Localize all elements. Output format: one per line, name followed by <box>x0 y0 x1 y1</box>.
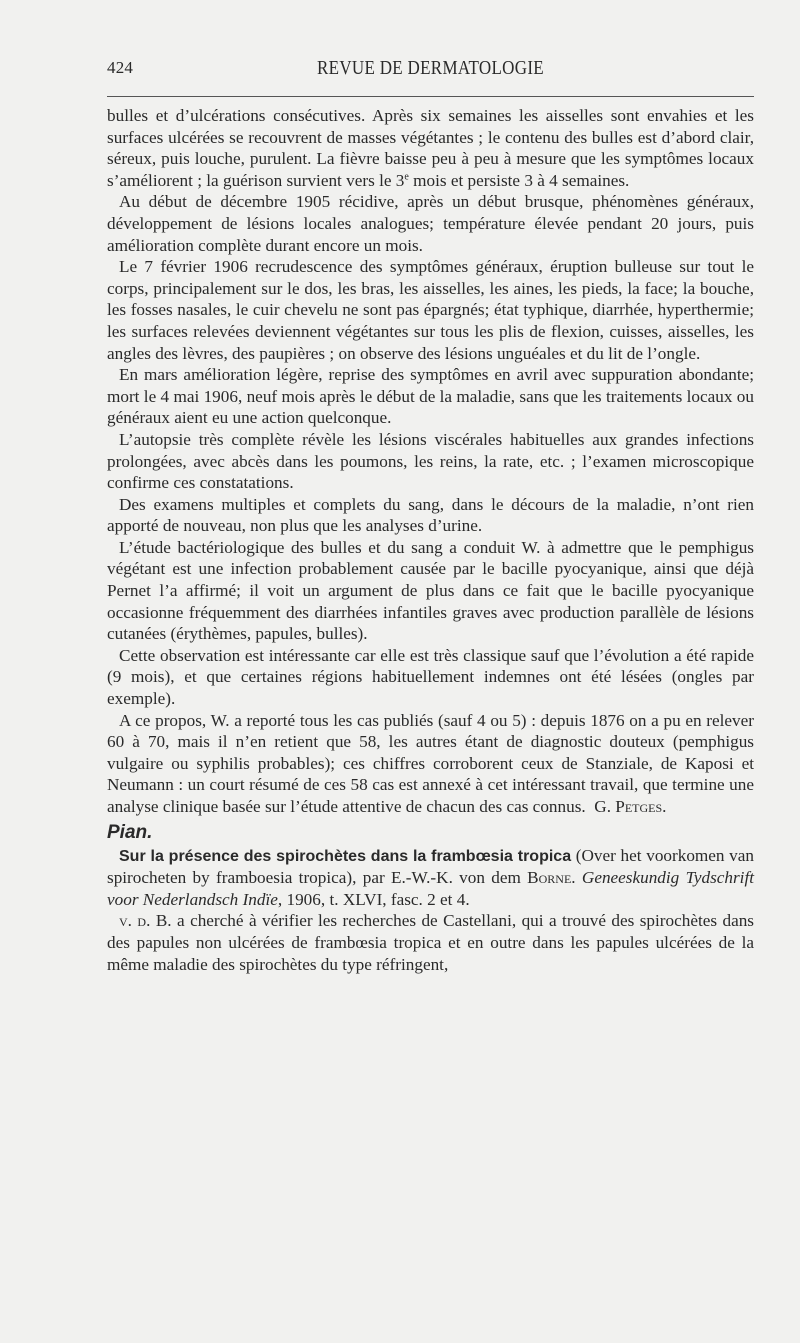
article-citation: Sur la présence des spirochètes dans la frambœsia tropica (Over het voorkomen van spirocheten by framboesia tropica), par E.-W.-K. von dem Borne. Geneeskundig Tydschrift voor Nederlandsch Indïe, 1906, t. XLVI, fasc. 2 et 4. <box>107 845 755 909</box>
article-summary: v. d. B. a cherché à vérifier les recherches de Castellani, qui a trouvé des spirochètes dans des papules non ulcérées de frambœsia tropica et en outre dans les papules ulcérées de la même maladie des spirochètes du type réfringent, <box>107 911 754 974</box>
paragraph: Cette observation est intéressante car elle est très classique sauf que l’évolution a été rapide (9 mois), et que certaines régions habituellement indemnes ont été lésées (ongles par exemple). <box>107 645 754 709</box>
author-abbrev: v. d. <box>119 911 151 931</box>
journal-name: Geneeskundig Tydschrift voor Nederlandsch Indïe <box>107 868 755 909</box>
document-page <box>107 58 754 975</box>
paragraph-continued: bulles et d’ulcérations consécutives. Après six semaines les aisselles sont envahies et les surfaces ulcérées se recouvrent de masses végétantes ; le contenu des bulles est d’abord clair, séreux, puis louche, purulent. La fièvre baisse peu à peu à mesure que les symptômes locaux s’améliorent ; la guérison survient vers le 3e mois et persiste 3 à 4 semaines. <box>107 106 754 190</box>
paragraph: Au début de décembre 1905 récidive, après un début brusque, phénomènes généraux, développement de lésions locales analogues; température élevée pendant 20 jours, puis amélioration complète durant encore un mois. <box>107 192 754 255</box>
paragraph: L’autopsie très complète révèle les lésions viscérales habituelles aux grandes infections prolongées, avec abcès dans les poumons, les reins, la rate, etc. ; l’examen microscopique confirme ces constatations. <box>107 429 754 493</box>
paragraph: L’étude bactériologique des bulles et du sang a conduit W. à admettre que le pemphigus végétant est une infection probablement causée par le bacille pyocyanique, ainsi que déjà Pernet l’a affirmé; il voit un argument de plus dans ce fait que le bacille pyocyanique occasionne fréquemment des diarrhées infantiles graves avec production parallèle de lésions cutanées (érythèmes, papules, bulles). <box>107 537 754 644</box>
paragraph-with-signature: A ce propos, W. a reporté tous les cas publiés (sauf 4 ou 5) : depuis 1876 on a pu en relever 60 à 70, mais il n’en retient que 58, les autres étant de diagnostic douteux (pemphigus vulgaire ou syphilis probables); ces chiffres corroborent ceux de Stanziale, de Kaposi et Neumann : un court résumé de ces 58 cas est annexé à cet intéressant travail, que termine une analyse clinique basée sur l’étude attentive de chacun des cas connus. G. Petges. <box>107 710 754 816</box>
body-text <box>107 105 754 975</box>
running-header <box>107 58 754 84</box>
page-number: 424 <box>107 58 134 77</box>
section-heading: Pian. <box>107 821 153 843</box>
paragraph: Le 7 février 1906 recrudescence des symptômes généraux, éruption bulleuse sur tout le corps, principalement sur le dos, les bras, les aisselles, les aines, les pieds, la face; la bouche, les fosses nasales, le cuir chevelu ne sont pas épargnés; état typhique, diarrhée, hyperthermie; les surfaces relevées deviennent végétantes sur tous les plis de flexion, cuisses, aisselles, les angles des lèvres, des paupières ; on observe des lésions unguéales et du lit de l’ongle. <box>107 257 754 363</box>
header-rule <box>107 96 754 97</box>
article-title: Sur la présence des spirochètes dans la frambœsia tropica <box>119 847 572 865</box>
superscript-e: e <box>404 171 409 183</box>
author-surname: Borne <box>527 868 572 888</box>
paragraph: En mars amélioration légère, reprise des symptômes en avril avec suppuration abondante; mort le 4 mai 1906, neuf mois après le début de la maladie, sans que les traitements locaux ou généraux aient eu une action quelconque. <box>107 365 754 428</box>
paragraph: Des examens multiples et complets du sang, dans le décours de la maladie, n’ont rien apporté de nouveau, non plus que les analyses d’urine. <box>107 494 754 536</box>
signature: G. Petges. <box>594 797 667 816</box>
journal-title: REVUE DE DERMATOLOGIE <box>317 56 544 79</box>
